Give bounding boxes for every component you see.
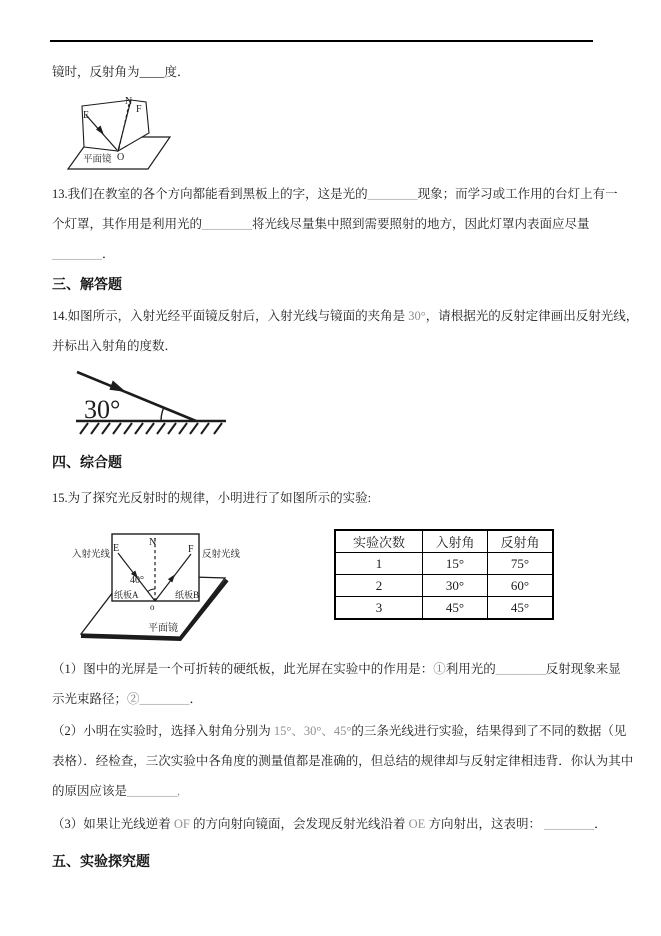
q13-blank2: ________ [202,217,253,231]
col-header-reflected: 反射角 [488,530,554,553]
mirror-label: 平面镜 [148,623,178,634]
circled-1: ① [433,662,446,676]
sub2-angle-values: 15°、30°、45° [273,724,352,738]
board-b-label: 纸板B [175,590,200,600]
sub2-text: （2）小明在实验时，选择入射角分别为 [52,724,274,738]
label-n: N [125,96,133,107]
col-header-trial: 实验次数 [335,530,423,553]
q15-intro: 15.为了探究光反射时的规律，小明进行了如图所示的实验: [52,491,372,505]
label-e: E [113,543,120,554]
sub1-text: （1）图中的光屏是一个可折转的硬纸板，此光屏在实验中的作用是： [52,662,434,676]
cell-incident-1: 15° [423,553,488,575]
q14-line1 [52,308,638,324]
experiment-data-table [334,529,554,620]
sub1-text3: 反射现象来显 [545,662,621,676]
q15-sub1-line1 [52,661,621,677]
cell-incident-3: 45° [423,597,488,620]
sub3-of: OF [173,817,190,831]
q14-line2: 并标出入射角的度数． [52,339,178,353]
section-5-heading: 五、实验探究题 [52,855,150,870]
sub3-text2: 的方向射向镜面，会发现反射光线沿着 [189,817,409,831]
plane-mirror-fold-diagram [55,95,205,183]
label-o: o [150,602,155,612]
label-f: F [188,544,194,555]
sub1-blank2: ________ [139,692,190,706]
sub1-text4: 示光束路径； [52,692,128,706]
sub2-text2: 的三条光线进行实验，结果得到了不同的数据（见 [351,724,627,738]
q13-line3 [52,246,115,262]
board-a-label: 纸板A [114,590,139,600]
angle-40-label: 40° [130,575,144,586]
q13-text3: 个灯罩，其作用是利用光的 [52,217,203,231]
label-n: N [149,537,157,548]
sub3-text: （3）如果让光线逆着 [52,817,174,831]
section-4-heading: 四、综合题 [52,456,122,471]
intro-text-post: 度． [164,65,190,79]
q15-sub3-line [52,816,607,832]
cell-trial-3: 3 [335,597,423,620]
sub1-blank1: ________ [495,662,546,676]
cell-incident-2: 30° [423,575,488,597]
table-row [335,553,553,575]
sub3-text4: ． [594,817,607,831]
sub3-blank: ________ [544,817,595,831]
q14-text: 14.如图所示，入射光经平面镜反射后，入射光线与镜面的夹角是 [52,309,409,323]
ray-arrowhead [109,380,126,392]
q13-text5: ． [102,247,115,261]
q13-text4: 将光线尽量集中照到需要照射的地方，因此灯罩内表面应尽量 [252,217,590,231]
table-header-row [335,530,553,553]
q13-text2: 现象；而学习或工作用的台灯上有一 [417,187,618,201]
label-e: E [83,110,90,121]
table-row [335,597,553,620]
sub2-text3: 的原因应该是 [52,784,128,798]
cell-trial-1: 1 [335,553,423,575]
q13-line1 [52,186,618,202]
q15-sub1-line2 [52,691,202,707]
cell-reflected-2: 60° [488,575,554,597]
q15-sub2-line1 [52,723,626,739]
label-f: F [136,104,142,115]
sub1-text5: ． [189,692,203,706]
reflection-experiment-diagram [38,526,308,652]
q13-line2 [52,216,590,232]
label-o: O [117,152,125,163]
sub2-blank: ________, [127,784,181,798]
intro-line [52,64,190,80]
table-row [335,575,553,597]
q13-text: 13.我们在教室的各个方向都能看到黑板上的字，这是光的 [52,187,368,201]
hatching [80,423,222,434]
q15-sub2-line3 [52,783,180,799]
reflected-ray-label: 反射光线 [202,550,241,560]
incident-ray-30deg-diagram [52,367,247,442]
q14-text2: ，请根据光的反射定律画出反射光线， [425,309,639,323]
q15-sub2-line2: 表格）．经检查，三次实验中各角度的测量值都是准确的，但总结的规律却与反射定律相违背．你认为其中 [52,754,634,768]
angle-30-label: 30° [84,395,121,424]
q13-blank3: ________ [52,247,102,261]
intro-text-pre: 镜时，反射角为 [52,65,140,79]
cell-reflected-1: 75° [488,553,554,575]
circled-2: ② [127,692,140,706]
incident-ray-label: 入射光线 [71,550,110,560]
sub3-oe: OE [408,817,426,831]
sub3-text3: 方向射出，这表明： [425,817,545,831]
section-3-heading: 三、解答题 [52,278,122,293]
intro-blank: ____ [139,65,165,79]
angle-arc [161,408,164,421]
top-divider [50,40,593,42]
cell-reflected-3: 45° [488,597,554,620]
q14-angle-value: 30° [408,309,426,323]
mirror-label: 平面镜 [83,155,112,165]
sub1-text2: 利用光的 [445,662,496,676]
q13-blank1: ________ [367,187,418,201]
cell-trial-2: 2 [335,575,423,597]
col-header-incident: 入射角 [423,530,488,553]
